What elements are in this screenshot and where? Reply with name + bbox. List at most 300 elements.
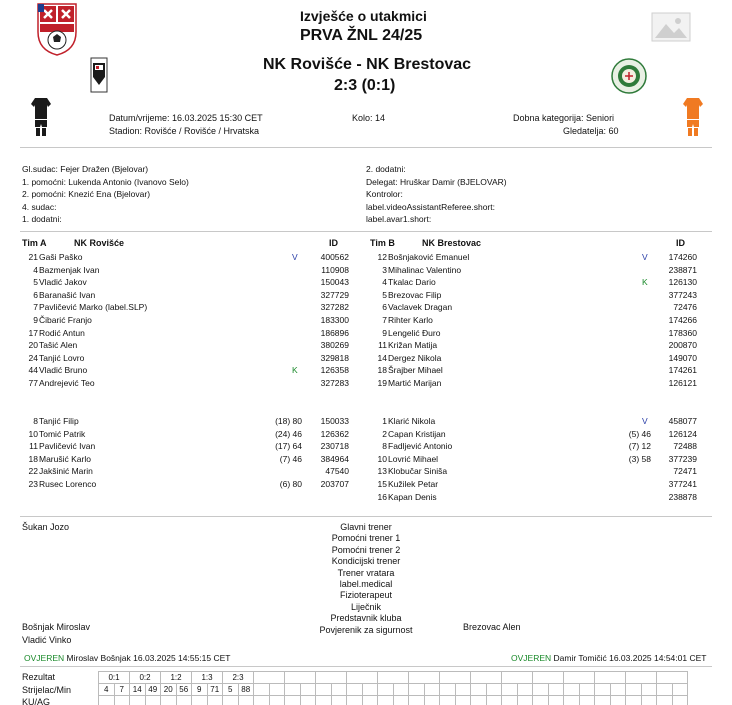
official-line: 2. pomoćni: Knezić Ena (Bjelovar) [22,189,151,199]
ku-ag-cell [254,696,270,705]
player-row [18,453,349,466]
match-score: 2:3 (0:1) [334,77,396,94]
player-number: 7 [382,315,387,325]
divider [20,666,712,667]
player-row [18,264,349,277]
ku-ag-cell [610,696,626,705]
player-name: Šrajber Mihael [388,365,443,376]
match-datetime: Datum/vrijeme: 16.03.2025 15:30 CET [109,113,263,123]
player-name: Vladić Bruno [39,365,88,376]
ku-ag-cell [548,696,564,705]
ku-ag-cell [672,696,688,705]
scorer-cell: 49 [145,684,161,696]
verified-label: OVJEREN [24,653,65,663]
home-head-coach: Šukan Jozo [22,522,70,532]
player-name: Križan Matija [388,340,438,351]
ku-ag-cell [424,696,440,705]
staff-role-label: Glavni trener [340,522,392,532]
player-number: 44 [28,365,38,376]
home-verification [24,653,231,663]
official-line: 1. pomoćni: Lukenda Antonio (Ivanovo Selo) [22,176,189,187]
player-number: 4 [382,277,387,288]
player-number: 14 [377,352,387,363]
spectators: Gledatelja: 60 [563,126,619,136]
player-id: 126124 [668,428,697,439]
ku-ag-cell [176,696,192,705]
official-line: 1. dodatni: [22,214,62,224]
player-number: 11 [29,441,38,452]
staff-role-label: Kondicijski trener [331,556,401,567]
player-number: 24 [28,352,38,363]
home-club-representative: Bošnjak Miroslav [22,622,91,632]
player-row [367,289,697,302]
player-row [367,415,697,428]
player-id: 377241 [668,479,697,489]
player-name: Čibarić Franjo [39,315,92,325]
player-name: Andrejević Teo [39,378,95,388]
player-name: Baranašić Ivan [39,289,96,300]
ku-ag-cell [502,696,518,705]
player-id: 110908 [321,264,349,275]
scorer-cell [626,684,642,696]
scorer-cell [347,684,363,696]
staff-role-label: Liječnik [350,601,381,612]
verified-label: OVJEREN [511,653,552,663]
player-row [367,339,697,352]
away-club-crest [611,58,647,94]
player-number: 17 [28,327,38,338]
player-name: Bazmenjak Ivan [39,264,100,275]
officials-left [22,163,189,226]
player-number: 19 [377,378,387,388]
player-name: Pavličević Ivan [39,441,96,452]
player-number: 9 [33,315,38,325]
player-row [18,364,349,377]
player-id: 238871 [668,264,697,275]
player-name: Vaclavek Dragan [388,302,453,313]
ku-ag-cell [238,696,254,705]
player-name: Kužilek Petar [388,479,439,489]
ku-ag-cell [161,696,177,705]
ku-ag-row-label: KU/AG [22,697,51,705]
team-a-name: NK Rovišće [74,238,125,248]
scorer-cell: 88 [238,684,254,696]
substitution-info: (5) 46 [628,428,651,439]
player-row [367,453,697,466]
home-verification-text: Miroslav Bošnjak 16.03.2025 14:55:15 CET [66,653,231,663]
scorer-cell [300,684,316,696]
scorer-cell [331,684,347,696]
scorer-cell [393,684,409,696]
substitution-info: (18) 80 [275,416,302,426]
officials-right [366,163,507,226]
player-id: 47540 [325,466,349,477]
player-name: Mihalinac Valentino [388,264,462,275]
player-id: 72476 [673,302,697,313]
home-security-officer: Vladić Vinko [22,635,72,645]
ku-ag-cell [409,696,425,705]
player-name: Vladić Jakov [39,277,87,288]
player-row [367,276,697,289]
divider [20,516,712,517]
player-row [367,377,697,390]
player-name: Lovrić Mihael [388,453,439,464]
score-cell: 2:3 [223,672,254,684]
scorer-row-label: Strijelac/Min [22,685,72,695]
player-id: 329818 [320,352,349,363]
scorer-cell: 5 [223,684,239,696]
score-cell [657,672,688,684]
scorer-cell [641,684,657,696]
player-row [18,465,349,478]
player-id: 183300 [320,315,349,325]
match-stadium: Stadion: Rovišće / Rovišće / Hrvatska [109,126,260,136]
player-name: Dergez Nikola [388,352,442,363]
scorer-cell [269,684,285,696]
player-row [367,327,697,340]
scorer-cell [502,684,518,696]
player-row [367,491,697,504]
player-id: 178360 [668,327,697,338]
result-row-label: Rezultat [22,672,56,682]
divider [20,147,712,148]
team-a-id-header: ID [329,238,338,248]
away-kit-icon [682,97,704,137]
home-kit-icon [30,97,52,137]
away-club-representative: Brezovac Alen [463,622,521,632]
staff-role-label: Fizioterapeut [339,590,393,601]
ku-ag-cell [579,696,595,705]
score-cell [316,672,347,684]
player-number: 18 [28,453,38,464]
score-cell: 0:1 [99,672,130,684]
player-id: 377239 [668,453,697,464]
ku-ag-cell [145,696,161,705]
ku-ag-cell [641,696,657,705]
player-id: 126362 [320,428,349,439]
player-number: 22 [28,466,38,477]
scorer-cell [672,684,688,696]
ku-ag-cell [192,696,208,705]
scorer-cell [285,684,301,696]
player-id: 377243 [668,289,697,300]
player-id: 200870 [668,340,697,351]
goalkeeper-marker: V [292,252,298,262]
player-id: 126121 [668,378,697,388]
scorer-cell [564,684,580,696]
player-number: 77 [28,378,38,388]
scorer-cell: 20 [161,684,177,696]
ku-ag-cell [207,696,223,705]
player-id: 380269 [320,340,349,351]
player-name: Kapan Denis [388,491,437,502]
scorer-cell [440,684,456,696]
substitution-info: (3) 58 [628,453,651,464]
ku-ag-cell [223,696,239,705]
player-name: Fadljević Antonio [388,441,453,452]
player-name: Rodić Antun [39,327,85,338]
player-row [367,440,697,453]
player-number: 5 [382,289,387,300]
player-number: 8 [382,441,387,452]
image-placeholder-icon [651,12,691,42]
scorer-cell [657,684,673,696]
player-row [18,289,349,302]
player-row [367,352,697,365]
staff-role-label: Pomoćni trener 1 [331,533,401,544]
scorer-cell: 4 [99,684,115,696]
player-id: 174261 [668,365,697,376]
scorer-cell [424,684,440,696]
competition-name: PRVA ŽNL 24/25 [300,27,423,44]
player-id: 238878 [668,491,697,502]
scorer-cell [517,684,533,696]
player-number: 3 [382,264,387,275]
score-cell [347,672,378,684]
official-line: 2. dodatni: [366,164,406,174]
scorer-cell [595,684,611,696]
ku-ag-cell [378,696,394,705]
age-category: Dobna kategorija: Seniori [513,113,615,123]
player-number: 20 [28,340,38,351]
score-cell [285,672,316,684]
match-round: Kolo: 14 [352,113,386,123]
player-name: Klobučar Siniša [388,466,448,477]
player-number: 10 [377,453,387,464]
player-row [367,314,697,327]
result-grid [98,671,688,705]
player-name: Tomić Patrik [39,428,86,439]
player-id: 327283 [320,378,349,388]
score-cell [564,672,595,684]
player-number: 1 [382,416,387,426]
staff-role-label: Trener vratara [337,567,395,578]
player-id: 203707 [320,479,349,489]
ku-ag-cell [99,696,115,705]
player-row [367,478,697,491]
player-row [18,352,349,365]
ku-ag-cell [393,696,409,705]
divider [20,231,712,232]
player-row [367,264,697,277]
scorer-cell: 71 [207,684,223,696]
score-cell: 1:3 [192,672,223,684]
player-number: 12 [377,252,387,262]
score-cell [409,672,440,684]
player-number: 16 [377,491,387,502]
official-line: label.videoAssistantReferee.short: [366,201,495,212]
player-row [367,301,697,314]
player-number: 6 [382,302,387,313]
ku-ag-cell [471,696,487,705]
player-row [18,428,349,441]
report-title: Izvješće o utakmici [300,8,427,24]
player-id: 72471 [673,466,697,477]
score-cell [533,672,564,684]
player-name: Tkalac Dario [388,277,436,288]
official-line: label.avar1.short: [366,214,432,224]
player-number: 2 [382,428,387,439]
player-row [18,301,349,314]
captain-marker: K [292,365,298,376]
substitution-info: (17) 64 [275,441,302,452]
ku-ag-cell [517,696,533,705]
player-row [18,415,349,428]
player-number: 4 [33,264,38,275]
scorer-cell [533,684,549,696]
team-b-name: NK Brestovac [422,238,482,248]
player-name: Tašić Alen [39,340,78,351]
substitution-info: (7) 12 [628,441,651,452]
player-id: 458077 [668,416,697,426]
player-name: Jakšinić Marin [39,466,93,477]
player-name: Rusec Lorenco [39,479,97,489]
scorer-cell: 7 [114,684,130,696]
player-number: 5 [33,277,38,288]
goalkeeper-marker: V [642,252,648,262]
player-id: 149070 [668,352,697,363]
score-cell [502,672,533,684]
player-row [367,428,697,441]
match-title: NK Rovišće - NK Brestovac [263,56,472,73]
player-number: 7 [33,302,38,313]
player-number: 6 [33,289,38,300]
scorer-cell [579,684,595,696]
player-number: 11 [378,340,387,351]
player-id: 174260 [668,252,697,262]
home-team-logo [90,57,108,93]
ku-ag-cell [486,696,502,705]
player-row [18,377,349,390]
ku-ag-cell [362,696,378,705]
player-number: 21 [28,252,38,262]
player-name: Pavličević Marko (label.SLP) [39,302,148,313]
substitution-info: (24) 46 [275,428,302,439]
staff-role-label: Povjerenik za sigurnost [319,624,413,635]
player-number: 23 [28,479,38,489]
player-id: 126130 [668,277,697,288]
scorer-cell: 56 [176,684,192,696]
player-name: Bošnjaković Emanuel [388,252,470,262]
team-a-label: Tim A [22,238,47,248]
player-id: 230718 [320,441,349,452]
player-name: Tanjić Filip [39,416,79,426]
staff-role-label: Pomoćni trener 2 [331,544,401,555]
player-name: Klarić Nikola [388,416,436,426]
player-row [18,327,349,340]
scorer-cell [610,684,626,696]
team-b-id-header: ID [676,238,685,248]
scorer-cell [378,684,394,696]
scorer-cell [455,684,471,696]
player-name: Gaši Paško [39,252,83,262]
goalkeeper-marker: V [642,416,648,426]
player-id: 186896 [320,327,349,338]
scorer-cell: 14 [130,684,146,696]
ku-ag-cell [285,696,301,705]
score-cell [471,672,502,684]
captain-marker: K [642,277,648,288]
ku-ag-cell [595,696,611,705]
player-id: 174266 [668,315,697,325]
ku-ag-cell [331,696,347,705]
staff-role-label: Predstavnik kluba [330,613,402,624]
player-name: Rihter Karlo [388,315,433,325]
scorer-cell [548,684,564,696]
ku-ag-cell [440,696,456,705]
ku-ag-cell [114,696,130,705]
player-name: Martić Marijan [388,378,442,388]
ku-ag-cell [316,696,332,705]
player-row [18,276,349,289]
scorer-cell [254,684,270,696]
ku-ag-cell [564,696,580,705]
player-number: 18 [377,365,387,376]
ku-ag-cell [626,696,642,705]
player-name: Capan Kristijan [388,428,446,439]
player-row [18,440,349,453]
substitution-info: (7) 46 [279,453,302,464]
player-row [367,364,697,377]
score-cell: 0:2 [130,672,161,684]
player-number: 8 [33,416,38,426]
player-row [367,465,697,478]
ku-ag-cell [455,696,471,705]
substitution-info: (6) 80 [279,479,302,489]
player-name: Lengelić Đuro [388,327,441,338]
score-cell [254,672,285,684]
staff-role-label: label.medical [339,579,393,589]
ku-ag-cell [269,696,285,705]
ku-ag-cell [130,696,146,705]
player-row [18,339,349,352]
official-line: Kontrolor: [366,189,403,199]
player-row [367,251,697,264]
player-id: 150033 [320,416,349,426]
player-id: 126358 [320,365,349,376]
score-cell [440,672,471,684]
player-name: Brezovac Filip [388,289,442,300]
home-club-crest [36,2,78,56]
ku-ag-cell [533,696,549,705]
player-number: 9 [382,327,387,338]
official-line: 4. sudac: [22,201,57,212]
score-cell [626,672,657,684]
scorer-cell [486,684,502,696]
player-name: Tanjić Lovro [39,352,85,363]
away-verification-text: Damir Tomičić 16.03.2025 14:54:01 CET [553,653,707,663]
player-name: Marušić Karlo [39,453,91,464]
player-id: 327729 [320,289,349,300]
player-number: 15 [377,479,387,489]
scorer-cell [362,684,378,696]
ku-ag-cell [657,696,673,705]
scorer-cell [471,684,487,696]
scorer-cell [316,684,332,696]
player-id: 327282 [320,302,349,313]
ku-ag-cell [300,696,316,705]
player-row [18,478,349,491]
team-b-label: Tim B [370,238,395,248]
player-row [18,314,349,327]
ku-ag-cell [347,696,363,705]
official-line: Delegat: Hruškar Damir (BJELOVAR) [366,176,507,187]
player-row [18,251,349,264]
player-number: 13 [377,466,387,477]
scorer-cell: 9 [192,684,208,696]
away-verification [511,653,706,663]
player-number: 10 [28,428,38,439]
